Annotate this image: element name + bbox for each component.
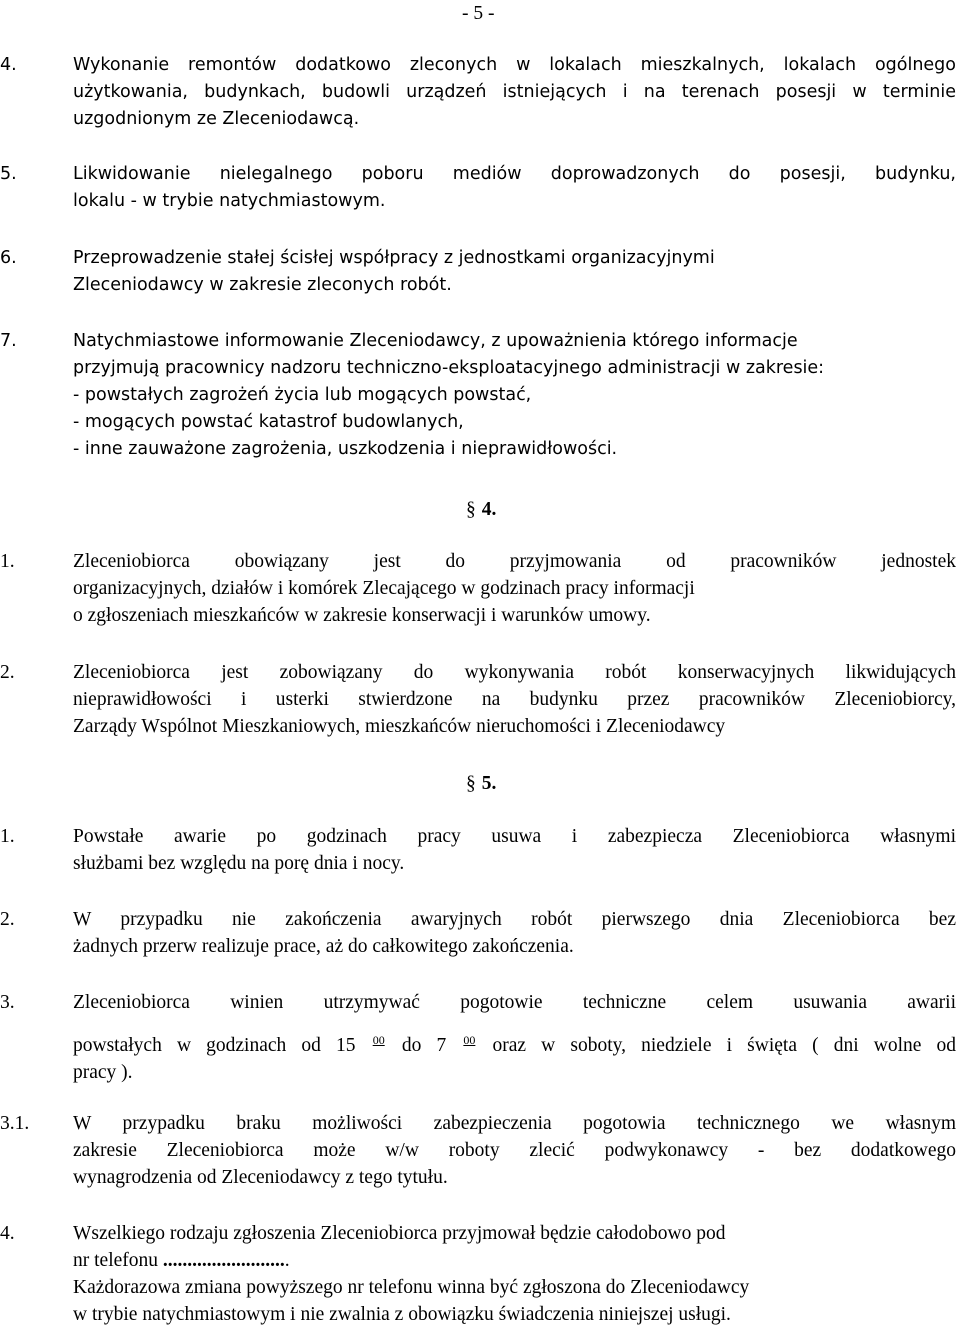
list-item-s4-2 [0, 659, 960, 740]
hours-text-b: do 7 [401, 1035, 447, 1056]
hours-text-c: oraz w soboty, niedziele i święta ( dni wolne od [492, 1035, 957, 1056]
item-line: Zleceniobiorca winien utrzymywać pogotowie techniczne celem usuwania awarii [73, 992, 956, 1013]
item-line: Zarządy Wspólnot Mieszkaniowych, mieszkańców nieruchomości i Zleceniodawcy [73, 716, 726, 737]
item-line: nieprawidłowości i usterki stwierdzone na budynku przez pracowników Zleceniobiorcy, [73, 689, 956, 710]
list-item-s5-2 [0, 906, 960, 960]
list-item-a7 [0, 328, 960, 463]
item-number: 2. [0, 662, 15, 683]
item-number: 3.1. [0, 1113, 30, 1134]
hours-text-a: powstałych w godzinach od 15 [73, 1035, 356, 1056]
item-line: żadnych przerw realizuje prace, aż do całkowitego zakończenia. [73, 936, 574, 957]
item-line: Natychmiastowe informowanie Zleceniodawcy, z upoważnienia którego informacje [73, 331, 798, 351]
item-line: uzgodnionym ze Zleceniodawcą. [73, 109, 360, 129]
section-number: 5. [481, 773, 497, 794]
item-line: przyjmują pracownicy nadzoru techniczno-eksploatacyjnego administracji w zakresie: [73, 358, 825, 378]
section-heading-4 [466, 496, 496, 523]
item-line: - powstałych zagrożeń życia lub mogących powstać, [73, 385, 532, 405]
item-text [73, 823, 956, 877]
item-line: wynagrodzenia od Zleceniodawcy z tego tytułu. [73, 1167, 448, 1188]
item-line: Zleceniobiorca jest zobowiązany do wykonywania robót konserwacyjnych likwidujących [73, 662, 956, 683]
item-number: 2. [0, 909, 15, 930]
item-number: 3. [0, 992, 15, 1013]
item-text [73, 989, 956, 1086]
item-line: o zgłoszeniach mieszkańców w zakresie konserwacji i warunków umowy. [73, 605, 651, 626]
item-number: 7. [0, 331, 17, 351]
item-number: 4. [0, 1223, 15, 1244]
page-number: - 5 - [462, 3, 495, 24]
item-line [73, 1027, 956, 1059]
list-item-a5 [0, 161, 960, 215]
list-item-s5-4 [0, 1220, 960, 1328]
item-number: 6. [0, 248, 17, 268]
item-line: Wykonanie remontów dodatkowo zleconych w lokalach mieszkalnych, lokalach ogólnego [73, 55, 956, 75]
list-item-a4 [0, 52, 960, 133]
item-line: W przypadku nie zakończenia awaryjnych robót pierwszego dnia Zleceniobiorca bez [73, 909, 956, 930]
item-text [73, 906, 956, 960]
item-line: lokalu - w trybie natychmiastowym. [73, 191, 386, 211]
item-text [73, 548, 956, 629]
item-number: 1. [0, 551, 15, 572]
item-number: 4. [0, 55, 17, 75]
item-line: - mogących powstać katastrof budowlanych, [73, 412, 464, 432]
item-line: zakresie Zleceniobiorca może w/w roboty zlecić podwykonawcy - bez dodatkowego [73, 1140, 956, 1161]
section-mark: § [466, 499, 476, 520]
item-line: W przypadku braku możliwości zabezpieczenia pogotowia technicznego we własnym [73, 1113, 956, 1134]
item-line: Zleceniodawcy w zakresie zleconych robót. [73, 275, 452, 295]
item-line: służbami bez względu na porę dnia i nocy. [73, 853, 405, 874]
item-text [73, 245, 956, 299]
item-line: organizacyjnych, działów i komórek Zlecającego w godzinach pracy informacji [73, 578, 695, 599]
item-text [73, 52, 956, 133]
item-text [73, 659, 956, 740]
list-item-s4-1 [0, 548, 960, 629]
item-number: 5. [0, 164, 17, 184]
item-line: pracy ). [73, 1062, 133, 1083]
list-item-s5-1 [0, 823, 960, 877]
item-line: Powstałe awarie po godzinach pracy usuwa i zabezpiecza Zleceniobiorca własnymi [73, 826, 956, 847]
phone-end: . [284, 1250, 290, 1271]
item-line: użytkowania, budynkach, budowli urządzeń istniejących i na terenach posesji w terminie [73, 82, 956, 102]
section-mark: § [466, 773, 476, 794]
item-text [73, 1110, 956, 1191]
section-heading-5 [466, 770, 496, 797]
phone-label: nr telefonu [73, 1250, 163, 1271]
item-line: Zleceniobiorca obowiązany jest do przyjmowania od pracowników jednostek [73, 551, 956, 572]
item-line: Przeprowadzenie stałej ścisłej współpracy z jednostkami organizacyjnymi [73, 248, 715, 268]
list-item-s5-31 [0, 1110, 960, 1191]
section-number: 4. [481, 499, 497, 520]
item-line: w trybie natychmiastowym i nie zwalnia z obowiązku świadczenia niniejszej usługi. [73, 1304, 731, 1325]
list-item-s5-3 [0, 989, 960, 1086]
item-text [73, 328, 956, 463]
item-line: Wszelkiego rodzaju zgłoszenia Zleceniobiorca przyjmował będzie całodobowo pod [73, 1223, 726, 1244]
item-text [73, 161, 956, 215]
list-item-a6 [0, 245, 960, 299]
phone-placeholder-dots: ......................... [162, 1250, 285, 1271]
item-text [73, 1220, 956, 1328]
item-line: Likwidowanie nielegalnego poboru mediów doprowadzonych do posesji, budynku, [73, 164, 956, 184]
item-line: - inne zauważone zagrożenia, uszkodzenia i nieprawidłowości. [73, 439, 618, 459]
item-line [73, 1247, 956, 1274]
superscript-minutes: 00 [372, 1033, 385, 1047]
item-number: 1. [0, 826, 15, 847]
superscript-minutes: 00 [463, 1033, 476, 1047]
item-line: Każdorazowa zmiana powyższego nr telefonu winna być zgłoszona do Zleceniodawcy [73, 1277, 750, 1298]
